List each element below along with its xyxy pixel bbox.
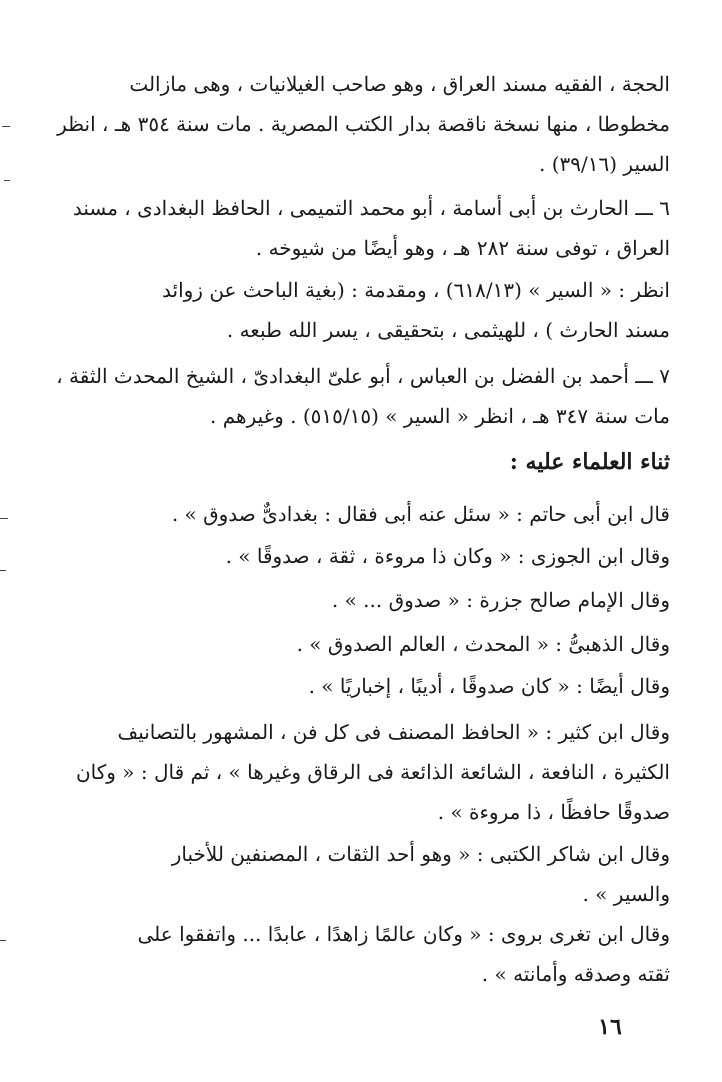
text-line: وقال أيضًا : « كان صدوقًا ، أديبًا ، إخباريًا » .	[308, 674, 670, 698]
margin-mark	[0, 940, 6, 941]
text-line: صدوقًا حافظًا ، ذا مروءة » .	[437, 800, 670, 824]
text-line: الحجة ، الفقيه مسند العراق ، وهو صاحب الغيلانيات ، وهى مازالت	[129, 72, 670, 96]
quote-ibn-al-jawzi	[124, 536, 670, 576]
text-line: ٦ ـــ الحارث بن أبى أسامة ، أبو محمد التميمى ، الحافظ البغدادى ، مسند	[72, 196, 670, 220]
quote-salih-jazara	[124, 580, 670, 620]
section-heading: ثناء العلماء عليه :	[509, 449, 670, 475]
text-line: العراق ، توفى سنة ٢٨٢ هـ ، وهو أيضًا من شيوخه .	[255, 236, 670, 260]
quote-ibn-shakir	[124, 834, 670, 914]
text-line: قال ابن أبى حاتم : « سئل عنه أبى فقال : بغدادىٌّ صدوق » .	[171, 502, 670, 526]
text-line: والسير » .	[582, 882, 670, 906]
text-line: وقال ابن كثير : « الحافظ المصنف فى كل فن ، المشهور بالتصانيف	[117, 720, 670, 744]
quote-al-dhahabi	[124, 624, 670, 664]
quote-ibn-taghri	[124, 914, 670, 994]
text-line: السير (٣٩/١٦) .	[539, 152, 670, 176]
quote-ibn-kathir	[75, 712, 670, 832]
margin-mark	[0, 518, 8, 519]
text-line: وقال ابن شاكر الكتبى : « وهو أحد الثقات ، المصنفين للأخبار	[171, 842, 670, 866]
biography-entry-6	[72, 188, 670, 268]
quote-al-dhahabi-2	[124, 666, 670, 706]
text-line: انظر : « السير » (٦١٨/١٣) ، ومقدمة : (بغية الباحث عن زوائد	[162, 278, 670, 302]
text-line: الكثيرة ، النافعة ، الشائعة الذائعة فى الرقاق وغيرها » ، ثم قال : « وكان	[75, 760, 670, 784]
text-line: وقال ابن الجوزى : « وكان ذا مروءة ، ثقة ، صدوقًا » .	[225, 544, 670, 568]
text-line: مات سنة ٣٤٧ هـ ، انظر « السير » (٥١٥/١٥) . وغيرهم .	[210, 404, 670, 428]
paragraph-continuation	[57, 64, 670, 184]
biography-entry-7	[56, 356, 670, 436]
reference-note	[124, 270, 670, 350]
text-line: وقال الإمام صالح جزرة : « صدوق ... » .	[331, 588, 670, 612]
quote-ibn-abi-hatim	[124, 494, 670, 534]
text-line: وقال الذهبىُّ : « المحدث ، العالم الصدوق » .	[296, 632, 670, 656]
text-line: ثقته وصدقه وأمانته » .	[481, 962, 670, 986]
page-number: ١٦	[598, 1014, 622, 1040]
margin-mark	[2, 126, 10, 127]
text-line: ٧ ـــ أحمد بن الفضل بن العباس ، أبو علىّ البغدادىّ ، الشيخ المحدث الثقة ،	[56, 364, 670, 388]
text-line: مسند الحارث ) ، للهيثمى ، بتحقيقى ، يسر الله طبعه .	[226, 318, 670, 342]
text-line: مخطوطا ، منها نسخة ناقصة بدار الكتب المصرية . مات سنة ٣٥٤ هـ ، انظر	[57, 112, 670, 136]
text-line: وقال ابن تغرى بروى : « وكان عالمًا زاهدًا ، عابدًا ... واتفقوا على	[137, 922, 670, 946]
margin-mark	[0, 570, 6, 571]
margin-mark	[4, 180, 10, 181]
